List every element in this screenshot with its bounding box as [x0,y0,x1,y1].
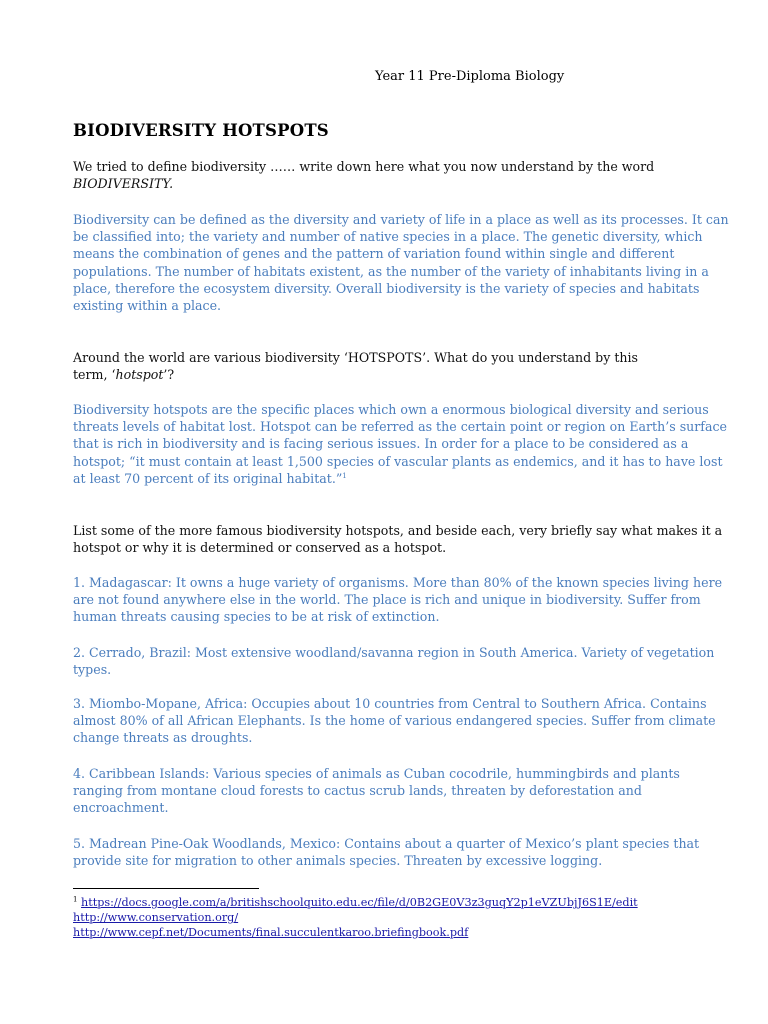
footnote-reference[interactable]: 1 [342,471,347,480]
question-text: We tried to define biodiversity …… write down here what you now understand by the word [73,159,655,174]
question-text: Around the world are various biodiversity ‘HOTSPOTS’. What do you understand by this [73,350,638,365]
hotspot-item-cerrado: 2. Cerrado, Brazil: Most extensive woodland/savanna region in South America. Variety of vegetation types. [73,645,715,678]
question-term-prefix: term, ‘ [73,367,116,383]
hotspot-item-madrean: 5. Madrean Pine-Oak Woodlands, Mexico: Contains about a quarter of Mexico’s plant species that provide site for migration to other animals species. Threaten by excessive logging. [73,836,700,869]
page-title: BIODIVERSITY HOTSPOTS [73,121,329,140]
answer-biodiversity: Biodiversity can be defined as the diversity and variety of life in a place as well as its processes. It can be classified into; the variety and number of native species in a place. The genetic diversity, which means the combination of genes and the pattern of variation found within single and different populations. The number of habitats existent, as the number of the variety of inhabitants living in a place, therefore the ecosystem diversity. Overall biodiversity is the variety of species and habitats existing within a place. [73,212,729,314]
answer-text: Biodiversity hotspots are the specific places which own a enormous biological diversity and serious threats levels of habitat lost. Hotspot can be referred as the certain point or region on Earth’s surface that is rich in biodiversity and is facing serious issues. In order for a place to be considered as a hotspot; “it must contain at least 1,500 species of vascular plants as endemics, and it has to have lost at least 70 percent of its original habitat.” [73,402,727,486]
question-term-suffix: ’? [163,367,175,383]
footnote-link-conservation[interactable]: http://www.conservation.org/ [73,911,239,924]
question-term: hotspot [115,367,164,383]
answer-hotspot [73,401,733,487]
hotspot-item-madagascar: 1. Madagascar: It owns a huge variety of organisms. More than 80% of the known species living here are not found anywhere else in the world. The place is rich and unique in biodiversity. Suffer from human threats causing species to be at risk of extinction. [73,575,723,625]
hotspot-item-caribbean: 4. Caribbean Islands: Various species of animals as Cuban cocodrile, hummingbirds and plants ranging from montane cloud forests to cactus scrub lands, threaten by deforestation and encroachment. [73,766,680,816]
question-biodiversity [73,158,733,192]
question-term: BIODIVERSITY. [73,176,174,192]
question-hotspot [73,349,733,383]
hotspot-item-miombo-mopane: 3. Miombo-Mopane, Africa: Occupies about 10 countries from Central to Southern Africa. Contains almost 80% of all African Elephants. Is the home of various endangered species. Suffer from climate change threats as droughts. [73,696,716,746]
footnote-divider [73,888,259,889]
course-header: Year 11 Pre-Diploma Biology [375,69,565,84]
footnote-link-cepf[interactable]: http://www.cepf.net/Documents/final.succulentkaroo.briefingbook.pdf [73,926,469,939]
footnote-1 [73,896,638,910]
footnote-link-google-doc[interactable]: https://docs.google.com/a/britishschoolquito.edu.ec/file/d/0B2GE0V3z3guqY2p1eVZUbjJ6S1E/edit [81,896,638,909]
footnote-line [73,926,468,940]
footnote-line [73,911,238,925]
footnote-number: 1 [73,895,78,904]
question-hotspot-list: List some of the more famous biodiversity hotspots, and beside each, very briefly say what makes it a hotspot or why it is determined or conserved as a hotspot. [73,523,723,556]
